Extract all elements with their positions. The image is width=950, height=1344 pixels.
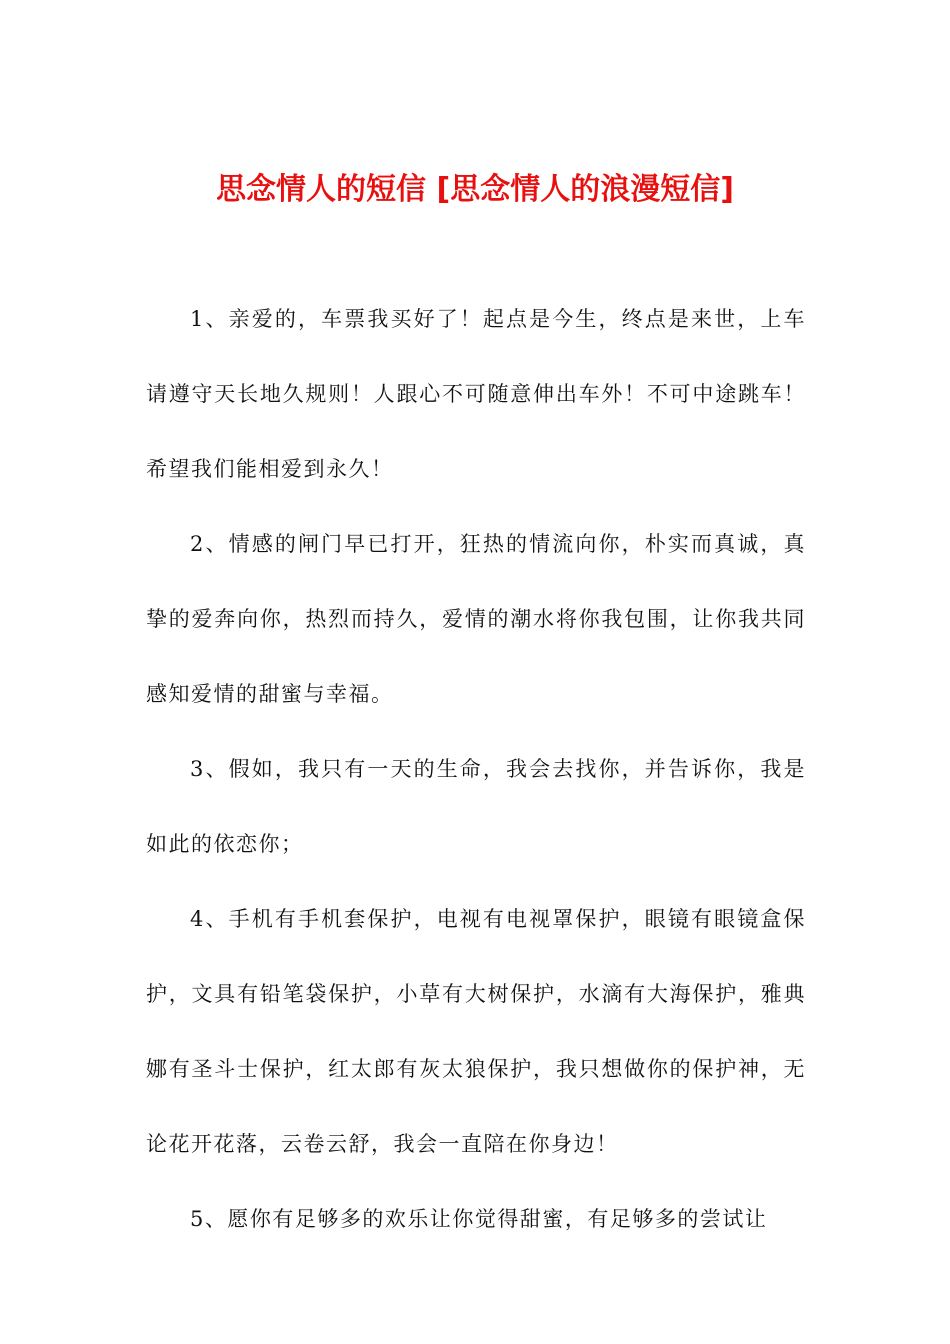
paragraph-3: 3、假如，我只有一天的生命，我会去找你，并告诉你，我是如此的依恋你； <box>146 757 806 856</box>
paragraph-1: 1、亲爱的，车票我买好了！起点是今生，终点是来世，上车请遵守天长地久规则！人跟心不可随意伸出车外！不可中途跳车！希望我们能相爱到永久！ <box>146 307 806 481</box>
document-title: 思念情人的短信 [思念情人的浪漫短信] <box>216 172 734 208</box>
paragraph-4: 4、手机有手机套保护，电视有电视罩保护，眼镜有眼镜盒保护，文具有铅笔袋保护，小草有大树保护，水滴有大海保护，雅典娜有圣斗士保护，红太郎有灰太狼保护，我只想做你的保护神，无论花开花落，云卷云舒，我会一直陪在你身边！ <box>146 907 806 1156</box>
paragraph-5: 5、愿你有足够多的欢乐让你觉得甜蜜，有足够多的尝试让 <box>190 1207 768 1231</box>
paragraph-2: 2、情感的闸门早已打开，狂热的情流向你，朴实而真诚，真挚的爱奔向你，热烈而持久，爱情的潮水将你我包围，让你我共同感知爱情的甜蜜与幸福。 <box>146 532 806 706</box>
document-body <box>146 282 806 1257</box>
